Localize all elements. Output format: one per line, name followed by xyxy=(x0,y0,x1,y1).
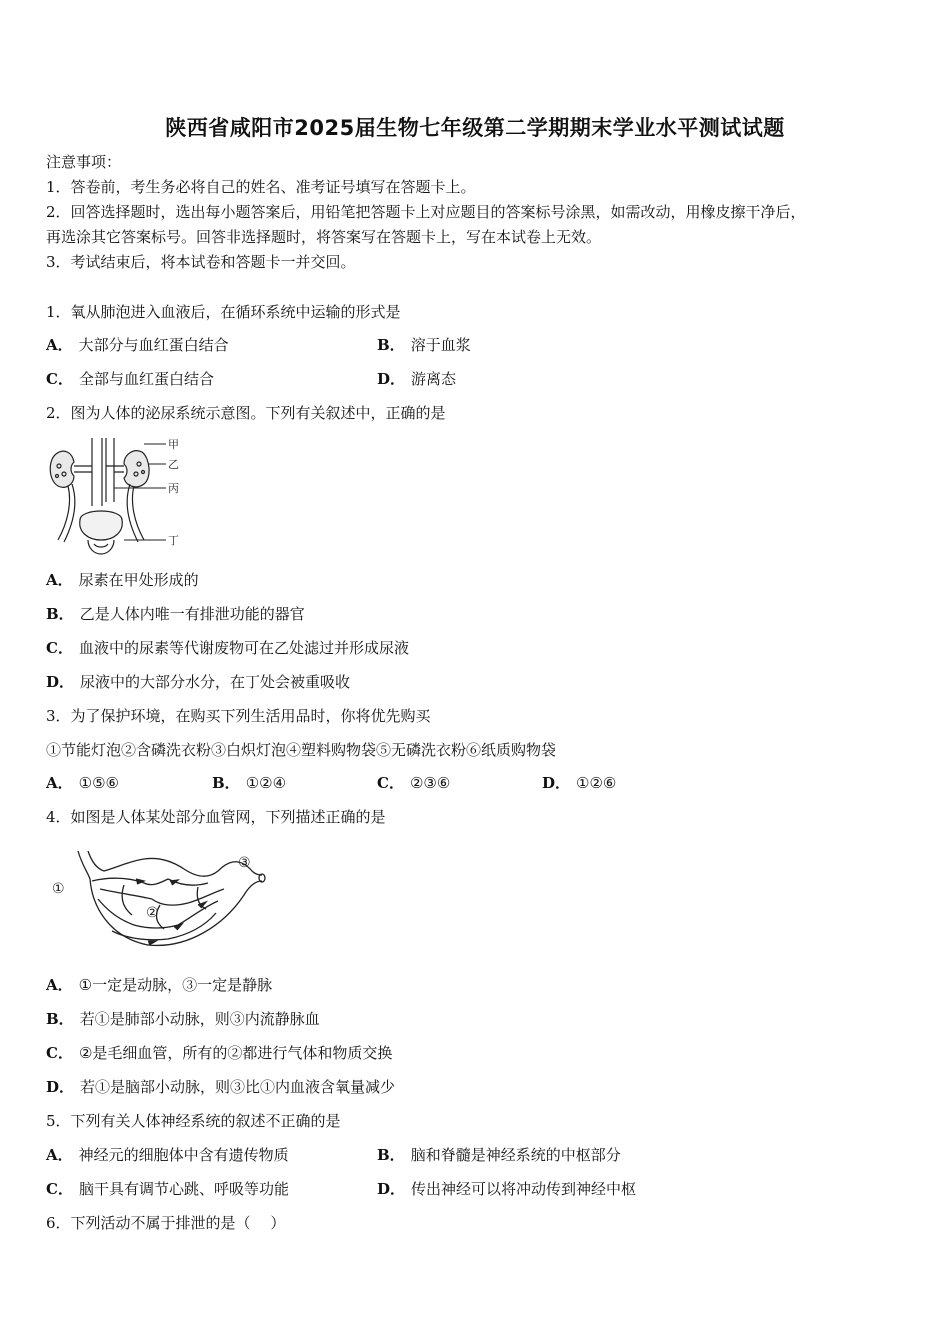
option-text: 乙是人体内唯一有排泄功能的器官 xyxy=(79,605,305,623)
q3-option-c[interactable] xyxy=(377,773,450,793)
option-key: C． xyxy=(46,1180,73,1198)
urinary-system-figure xyxy=(44,436,194,556)
q2-option-d[interactable] xyxy=(46,672,350,692)
notice-item: 2．回答选择题时，选出每小题答案后，用铅笔把答题卡上对应题目的答案标号涂黑，如需改动，用橡皮擦干净后， xyxy=(46,203,806,221)
q3-option-d[interactable] xyxy=(542,773,616,793)
label-ding: 丁 xyxy=(168,534,179,547)
question-3-stem: 3．为了保护环境，在购买下列生活用品时，你将优先购买 xyxy=(46,707,431,725)
blood-vessel-network-figure xyxy=(48,845,270,955)
option-text: 传出神经可以将冲动传到神经中枢 xyxy=(411,1180,637,1198)
q4-option-d[interactable] xyxy=(46,1077,395,1097)
q5-option-d[interactable] xyxy=(377,1179,636,1199)
q2-option-b[interactable] xyxy=(46,604,305,624)
q3-option-a[interactable] xyxy=(46,773,119,793)
label-three: ③ xyxy=(238,855,251,871)
option-key: D． xyxy=(46,673,75,691)
label-jia: 甲 xyxy=(168,438,179,451)
label-bing: 丙 xyxy=(168,482,179,495)
option-key: B． xyxy=(46,605,74,623)
option-key: A． xyxy=(46,571,73,589)
q1-option-c[interactable] xyxy=(46,369,214,389)
question-5-stem: 5．下列有关人体神经系统的叙述不正确的是 xyxy=(46,1112,341,1130)
q4-option-b[interactable] xyxy=(46,1009,320,1029)
q5-option-b[interactable] xyxy=(377,1145,621,1165)
option-key: B． xyxy=(377,336,405,354)
notice-item: 再选涂其它答案标号。回答非选择题时，将答案写在答题卡上，写在本试卷上无效。 xyxy=(46,228,602,246)
option-text: 尿液中的大部分水分，在丁处会被重吸收 xyxy=(80,673,351,691)
q4-option-a[interactable] xyxy=(46,975,272,995)
option-text: 脑和脊髓是神经系统的中枢部分 xyxy=(410,1146,621,1164)
q2-option-a[interactable] xyxy=(46,570,199,590)
option-text: 溶于血浆 xyxy=(410,336,471,354)
q1-option-d[interactable] xyxy=(377,369,456,389)
option-key: A． xyxy=(46,976,73,994)
option-text: 若①是肺部小动脉，则③内流静脉血 xyxy=(79,1010,320,1028)
q3-option-b[interactable] xyxy=(212,773,286,793)
question-4-stem: 4．如图是人体某处部分血管网，下列描述正确的是 xyxy=(46,808,386,826)
option-key: D． xyxy=(46,1078,75,1096)
q1-option-b[interactable] xyxy=(377,335,471,355)
option-key: B． xyxy=(46,1010,74,1028)
q5-option-a[interactable] xyxy=(46,1145,289,1165)
option-text: 血液中的尿素等代谢废物可在乙处滤过并形成尿液 xyxy=(78,639,409,657)
option-key: D． xyxy=(377,1180,406,1198)
label-one: ① xyxy=(52,881,65,897)
option-text: 尿素在甲处形成的 xyxy=(78,571,199,589)
q4-option-c[interactable] xyxy=(46,1043,392,1063)
notice-item: 3．考试结束后，将本试卷和答题卡一并交回。 xyxy=(46,253,356,271)
option-text: 大部分与血红蛋白结合 xyxy=(78,336,229,354)
option-text: ①一定是动脉，③一定是静脉 xyxy=(78,976,273,994)
option-text: ②是毛细血管，所有的②都进行气体和物质交换 xyxy=(78,1044,393,1062)
label-two: ② xyxy=(146,905,159,921)
option-text: ①②④ xyxy=(245,774,287,792)
q2-option-c[interactable] xyxy=(46,638,409,658)
q1-option-a[interactable] xyxy=(46,335,229,355)
question-6-stem: 6．下列活动不属于排泄的是（ ） xyxy=(46,1214,286,1232)
option-key: D． xyxy=(377,370,406,388)
question-1-stem: 1．氧从肺泡进入血液后，在循环系统中运输的形式是 xyxy=(46,303,401,321)
label-yi: 乙 xyxy=(168,458,179,471)
option-key: B． xyxy=(377,1146,405,1164)
option-text: 游离态 xyxy=(411,370,457,388)
option-text: 脑干具有调节心跳、呼吸等功能 xyxy=(78,1180,289,1198)
option-key: C． xyxy=(46,639,73,657)
option-text: 全部与血红蛋白结合 xyxy=(78,370,214,388)
option-key: C． xyxy=(46,370,73,388)
page-title: 陕西省咸阳市2025届生物七年级第二学期期末学业水平测试试题 xyxy=(165,116,785,140)
option-text: 若①是脑部小动脉，则③比①内血液含氧量减少 xyxy=(80,1078,396,1096)
notice-heading: 注意事项： xyxy=(46,153,122,171)
option-key: A． xyxy=(46,774,73,792)
option-key: C． xyxy=(46,1044,73,1062)
option-key: C． xyxy=(377,774,404,792)
option-text: ①⑤⑥ xyxy=(78,774,119,792)
option-key: A． xyxy=(46,336,73,354)
notice-item: 1．答卷前，考生务必将自己的姓名、准考证号填写在答题卡上。 xyxy=(46,178,476,196)
option-text: ②③⑥ xyxy=(409,774,451,792)
option-key: B． xyxy=(212,774,240,792)
question-3-items: ①节能灯泡②含磷洗衣粉③白炽灯泡④塑料购物袋⑤无磷洗衣粉⑥纸质购物袋 xyxy=(46,741,557,759)
option-key: D． xyxy=(542,774,571,792)
option-key: A． xyxy=(46,1146,73,1164)
question-2-stem: 2．图为人体的泌尿系统示意图。下列有关叙述中，正确的是 xyxy=(46,404,446,422)
option-text: 神经元的细胞体中含有遗传物质 xyxy=(78,1146,289,1164)
q5-option-c[interactable] xyxy=(46,1179,289,1199)
option-text: ①②⑥ xyxy=(576,774,617,792)
